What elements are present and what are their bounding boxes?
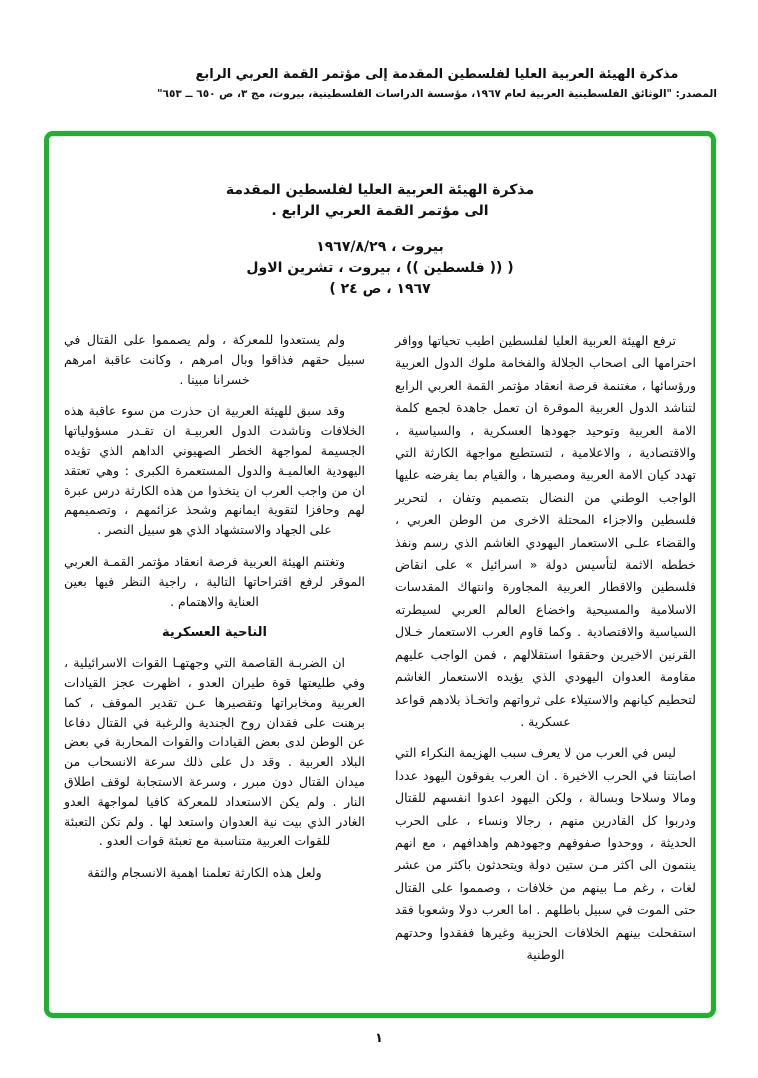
page-header <box>130 66 744 100</box>
paragraph: وتغتنم الهيئة العربية فرصة انعقاد مؤتمر القمـة العربي الموقر لرفع اقتراحاتها التالية ، راجية النظر فيها بعين العناية والاهتمام . <box>64 553 365 609</box>
doc-title-line-3: بيروت ، ١٩٦٧/٨/٢٩ <box>316 239 444 255</box>
section-heading-military: الناحية العسكرية <box>162 625 267 641</box>
column-right <box>395 330 696 975</box>
document-green-frame <box>44 131 716 1018</box>
doc-title-line-2: الى مؤتمر القمة العربي الرابع . <box>271 203 489 219</box>
paragraph: ليس في العرب من لا يعرف سبب الهزيمة النكراء التي اصابتنا في الحرب الاخيرة . ان العرب يفوقون اليهود عددا ومالا وسلاحا وبسالة ، ولكن اليهود اعدوا انفسهم للقتال ودربوا كل القادرين منهم ، رجالا ونساء ، على الحرب الحديثة ، ووحدوا صفوفهم وجهودهم واهدافهم ، مع انهم ينتمون الى اكثر مـن ستين دولة ويتحدثون باكثر من عشر لغات ، رغم مـا بينهم من خلافات ، وصمموا على القتال حتى الموت في سبيل باطلهم . اما العرب دولا وشعوبا فقد استفحلت بينهم الخلافات الحزبية وغيرها ففقدوا وحدتهم الوطنية <box>395 745 696 962</box>
two-column-body <box>49 330 711 975</box>
paragraph: وقد سبق للهيئة العربية ان حذرت من سوء عاقبة هذه الخلافات وناشدت الدول العربيـة ان تقـدر مسؤولياتها الجسيمة لمواجهة الخطر الصهيوني الداهم الذي تؤيده اليهودية العالميـة والدول المستعمرة الكبرى : وهي تعتقد ان من واجب العرب ان يتخذوا من هذه الكارثة درس عبرة لهم وحافزا لتقوية ايمانهم وشحذ عزائمهم ، وتصميمهم على الجهاد والاستشهاد الذي هو سبيل النصر . <box>64 403 365 538</box>
doc-title-line-4: ( (( فلسطين )) ، بيروت ، تشرين الاول <box>246 260 514 276</box>
column-left <box>64 330 365 975</box>
page-header-source: المصدر: "الوثائق الفلسطينية العربية لعام ١٩٦٧، مؤسسة الدراسات الفلسطينية، بيروت، مج ٣، ص ٦٥٠ ــ ٦٥٣" <box>157 88 717 100</box>
document-title-block <box>49 136 711 300</box>
paragraph: ان الضربـة القاصمة التي وجهتهـا القوات الاسرائيلية ، وفي طليعتها قوة طيران العدو ، اظهرت عجز القيادات العربية ومخابراتها وتقصيرها عـن تقدير الموقف ، كما برهنت على فقدان روح الجندية والرغبة في القتال دفاعا عن الوطن لدى بعض القيادات والقوات المحاربة في بعض البلاد العربية . وقد دل على ذلك سرعة الانسحاب من ميدان القتال دون مبرر ، وسرعة الاستجابة لوقف اطلاق النار . ولم يكن الاستعداد للمعركة كافيا لمواجهة العدو الغادر الذي بيت نية العدوان واستعد لها . ولم تكن التعبئة للقوات العربية متناسبة مع تعبئة قوات العدو . <box>64 655 365 849</box>
doc-title-line-1: مذكرة الهيئة العربية العليا لفلسطين المقدمة <box>225 182 535 198</box>
page-number: ١ <box>375 1031 383 1046</box>
paragraph: ولعل هذه الكارثة تعلمنا اهمية الانسجام والثقة <box>87 865 322 881</box>
title-block-spacer <box>49 222 711 237</box>
page-header-title: مذكرة الهيئة العربية العليا لفلسطين المقدمة إلى مؤتمر القمة العربي الرابع <box>195 67 679 82</box>
doc-title-line-5: ١٩٦٧ ، ص ٢٤ ) <box>329 281 431 297</box>
paragraph: ترفع الهيئة العربية العليا لفلسطين اطيب تحياتها ووافر احترامها الى اصحاب الجلالة والفخامة ملوك الدول العربية ورؤسائها ، مغتنمة فرصة انعقاد مؤتمر القمة العربي الرابع لتناشد الدول العربية الموقرة ان تعمل جاهدة لجمع كلمة الامة العربية وتوحيد جهودها العسكرية ، والسياسية ، والاقتصادية ، والاعلامية ، لتستطيع مواجهة الكارثة التي تهدد كيان الامة العربية ومصيرها ، والقيام بما يفرضه عليها الواجب الوطني من النضال بتصميم وتفان ، لتحرير فلسطين والاجزاء المحتلة الاخرى من الوطن العربي ، والقضاء علـى الاستعمار اليهودي الغاشم الذي رسم ونفذ خططه الاثمة لتأسيس دولة « اسرائيل » على انقاض فلسطين والاقطار العربية المجاورة وانتهاك المقدسات الاسلامية والمسيحية واخضاع العالم العربي لسيطرته السياسية والاقتصادية . وكما قاوم العرب الاستعمار خـلال القرنين الاخيرين وحققوا استقلالهم ، فمن الواجب عليهم مقاومة العدوان اليهودي الذي يؤيده الاستعمار الغاشم لتحطيم كيانهم والاستيلاء على ثرواتهم واتخـاذ بلادهم قواعد عسكرية . <box>395 333 696 729</box>
paragraph: ولم يستعدوا للمعركة ، ولم يصمموا على القتال في سبيل حقهم فذاقوا وبال امرهم ، وكانت عاقبة امرهم خسرانا مبينا . <box>64 332 365 387</box>
